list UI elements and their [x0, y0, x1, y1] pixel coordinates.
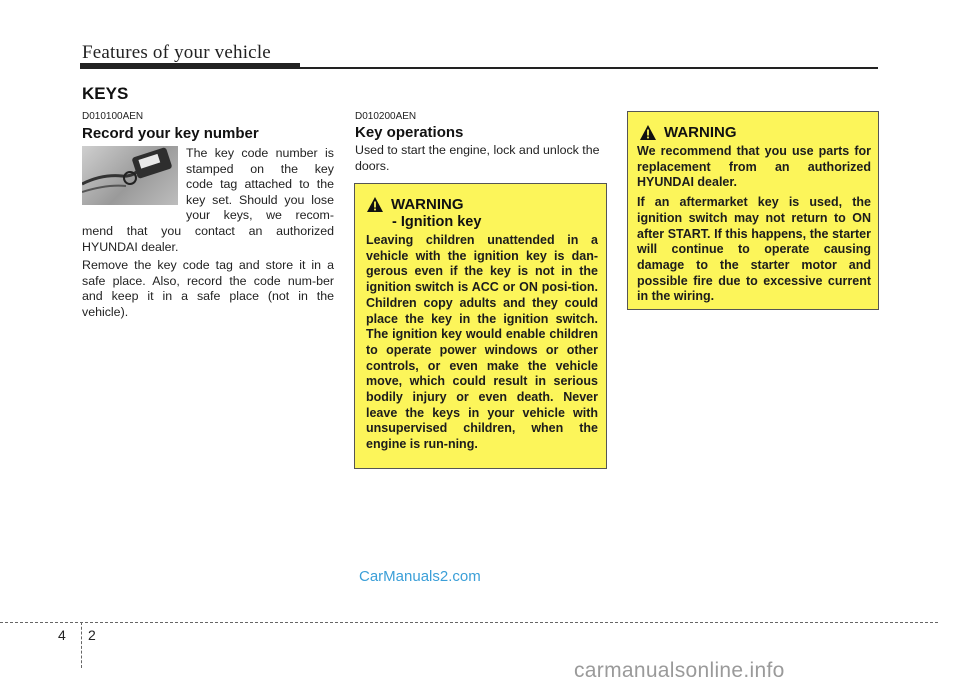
warning-title: WARNING	[664, 124, 737, 141]
warning-text	[637, 144, 871, 309]
section-title: KEYS	[82, 84, 129, 103]
warning-paragraph-1: We recommend that you use parts for replacement from an authorized HYUNDAI dealer.	[637, 144, 871, 190]
record-paragraph-2: Remove the key code tag and store it in a safe place. Also, record the code num-ber and keep it in a safe place (not in the vehicle).	[82, 258, 334, 319]
record-heading: Record your key number	[82, 125, 259, 142]
record-line: code tag attached to the	[186, 177, 334, 192]
record-line: stamped on the key	[186, 161, 334, 176]
site-footer-link[interactable]: carmanualsonline.info	[574, 659, 785, 682]
key-tag-image	[82, 146, 178, 205]
footer-dashed-rule	[0, 622, 938, 623]
warning-title-row	[367, 196, 464, 213]
record-line: key set. Should you lose	[186, 192, 334, 207]
warning-paragraph-2: If an aftermarket key is used, the ignition switch may not return to ON after START. If this happens, the starter will continue to operate causing damage to the starter motor and possible fire due to excessive current in the wiring.	[637, 195, 871, 304]
record-line: your keys, we recom-	[186, 208, 334, 223]
operations-body: Used to start the engine, lock and unlock the doors.	[355, 143, 600, 173]
key-tag-illustration	[82, 146, 178, 205]
chapter-header-title: Features of your vehicle	[82, 42, 271, 63]
record-paragraph-continued: mend that you contact an authorized HYUNDAI dealer.	[82, 224, 334, 254]
warning-triangle-icon	[367, 197, 383, 212]
page-number: 2	[88, 627, 96, 643]
warning-triangle-icon	[640, 125, 656, 140]
warning-subtitle: - Ignition key	[392, 214, 482, 230]
warning-title-row	[640, 124, 737, 141]
record-wrapped-text	[186, 146, 334, 224]
record-line: The key code number is	[186, 146, 334, 160]
watermark-link[interactable]: CarManuals2.com	[359, 568, 481, 585]
footer-dashed-divider	[81, 622, 82, 668]
warning-box-replacement-parts	[627, 111, 879, 310]
page-chapter-number: 4	[58, 627, 66, 643]
record-section-code: D010100AEN	[82, 111, 144, 122]
operations-heading: Key operations	[355, 124, 464, 141]
warning-text: Leaving children unattended in a vehicle with the ignition key is dan-gerous even if the key is not in the ignition switch is ACC or ON posi-tion. Children copy adults and they could place the key in the ignition switch. The ignition key would enable children to operate power windows or other controls, or even make the vehicle move, which could result in serious bodily injury or even death. Never leave the keys in your vehicle with unsupervised children, when the engine is run-ning.	[366, 233, 598, 452]
header-rule-thin	[300, 67, 878, 69]
header-rule-thick	[80, 63, 300, 69]
warning-title: WARNING	[391, 196, 464, 213]
warning-box-ignition-key	[354, 183, 607, 469]
operations-section-code: D010200AEN	[355, 111, 417, 122]
